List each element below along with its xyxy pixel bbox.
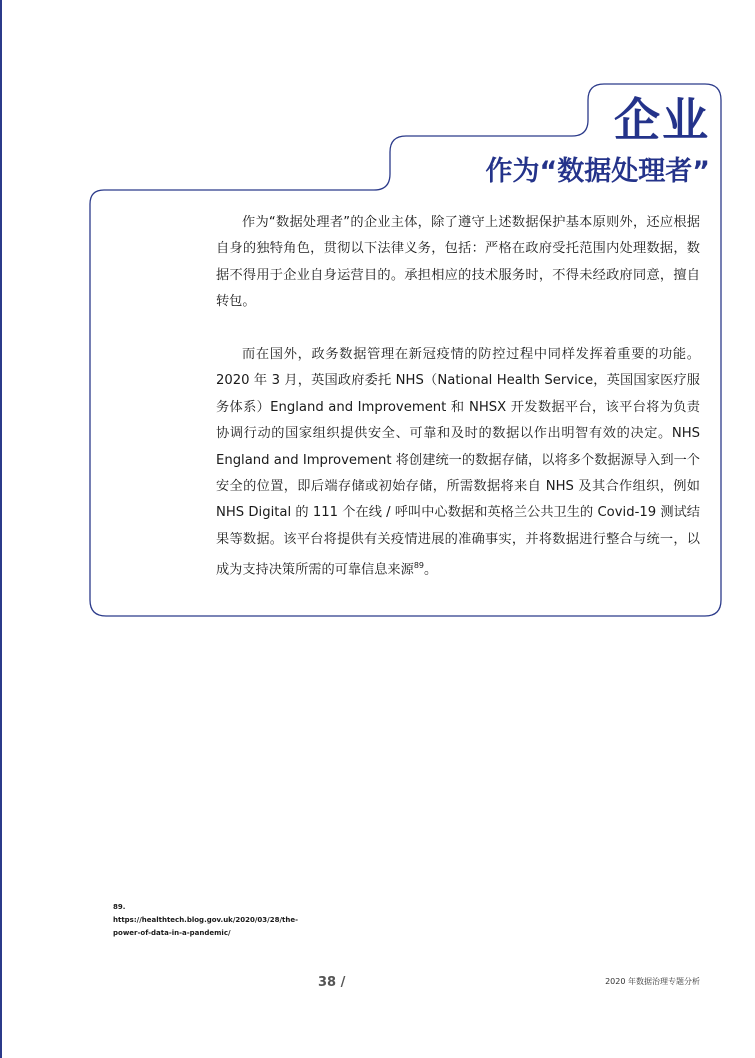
body-text [216, 210, 700, 584]
page-number: 38 / [318, 975, 346, 990]
report-name: 2020 年数据治理专题分析 [605, 977, 700, 986]
paragraph: 作为“数据处理者”的企业主体，除了遵守上述数据保护基本原则外，还应根据自身的独特角色，贯彻以下法律义务，包括：严格在政府受托范围内处理数据，数据不得用于企业自身运营目的。承担相应的技术服务时，不得未经政府同意，擅自转包。 [216, 215, 700, 310]
footnote-reference[interactable]: 89 [413, 561, 424, 571]
footnote [113, 901, 299, 940]
footnote-line[interactable]: 89. https://healthtech.blog.gov.uk/2020/03/28/the- [113, 903, 299, 924]
section-title: 企业 [614, 93, 710, 147]
paragraph [216, 342, 700, 584]
section-subtitle: 作为“数据处理者” [485, 156, 710, 187]
paragraph-text: 而在国外，政务数据管理在新冠疫情的防控过程中同样发挥着重要的功能。2020 年 3 月，英国政府委托 NHS（National Health Service，英国国家医疗服务体系）England and Improvement 和 NHSX 开发数据平台，该平台将为负责协调行动的国家组织提供安全、可靠和及时的数据以作出明智有效的决定。NHS England and Improvement 将创建统一的数据存储，以将多个数据源导入到一个安全的位置，即后端存储或初始存储，所需数据将来自 NHS 及其合作组织，例如 NHS Digital 的 111 个在线 / 呼叫中心数据和英格兰公共卫生的 Covid-19 测试结果等数据。该平台将提供有关疫情进展的准确事实，并将数据进行整合与统一，以成为支持决策所需的可靠信息来源 [216, 347, 700, 578]
paragraph-end: 。 [424, 562, 438, 578]
footnote-line[interactable]: power-of-data-in-a-pandemic/ [113, 929, 231, 937]
